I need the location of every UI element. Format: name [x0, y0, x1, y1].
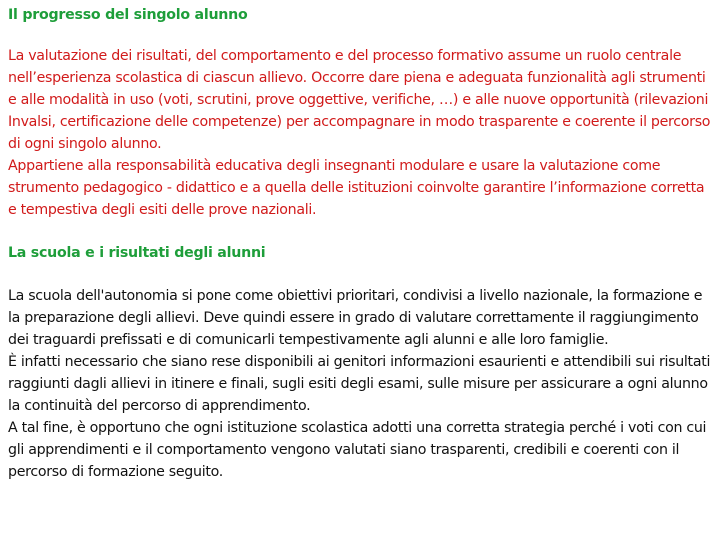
section-body-progress [8, 45, 716, 221]
section-progress [8, 6, 716, 221]
section-heading-school-results: La scuola e i risultati degli alunni [8, 245, 266, 261]
paragraph-autonomia: La scuola dell'autonomia si pone come obiettivi prioritari, condivisi a livello nazionale, la formazione e la preparazione degli allievi. Deve quindi essere in grado di valutare correttamente il raggiungimento dei traguardi prefissati e di comunicarli tempestivamente agli alunni e alle loro famiglie. [8, 288, 703, 348]
paragraph-valutazione: La valutazione dei risultati, del comportamento e del processo formativo assume un ruolo centrale nell’esperienza scolastica di ciascun allievo. Occorre dare piena e adeguata funzionalità agli strumenti e alle modalità in uso (voti, scrutini, prove oggettive, verifiche, …) e alle nuove opportunità (rilevazioni Invalsi, certificazione delle competenze) per accompagnare in modo trasparente e coerente il percorso di ogni singolo alunno. [8, 48, 711, 152]
section-school-results [8, 244, 716, 483]
paragraph-strategia: A tal fine, è opportuno che ogni istituzione scolastica adotti una corretta strategia perché i voti con cui gli apprendimenti e il comportamento vengono valutati siano trasparenti, credibili e coerenti con il percorso di formazione seguito. [8, 420, 707, 480]
section-heading-progress: Il progresso del singolo alunno [8, 7, 248, 23]
paragraph-responsabilita: Appartiene alla responsabilità educativa degli insegnanti modulare e usare la valutazione come strumento pedagogico - didattico e a quella delle istituzioni coinvolte garantire l’informazione corretta e tempestiva degli esiti delle prove nazionali. [8, 158, 705, 218]
section-body-school-results [8, 285, 716, 483]
document-page [8, 6, 716, 483]
paragraph-genitori: È infatti necessario che siano rese disponibili ai genitori informazioni esaurienti e attendibili sui risultati raggiunti dagli allievi in itinere e finali, sugli esiti degli esami, sulle misure per assicurare a ogni alunno la continuità del percorso di apprendimento. [8, 354, 711, 414]
